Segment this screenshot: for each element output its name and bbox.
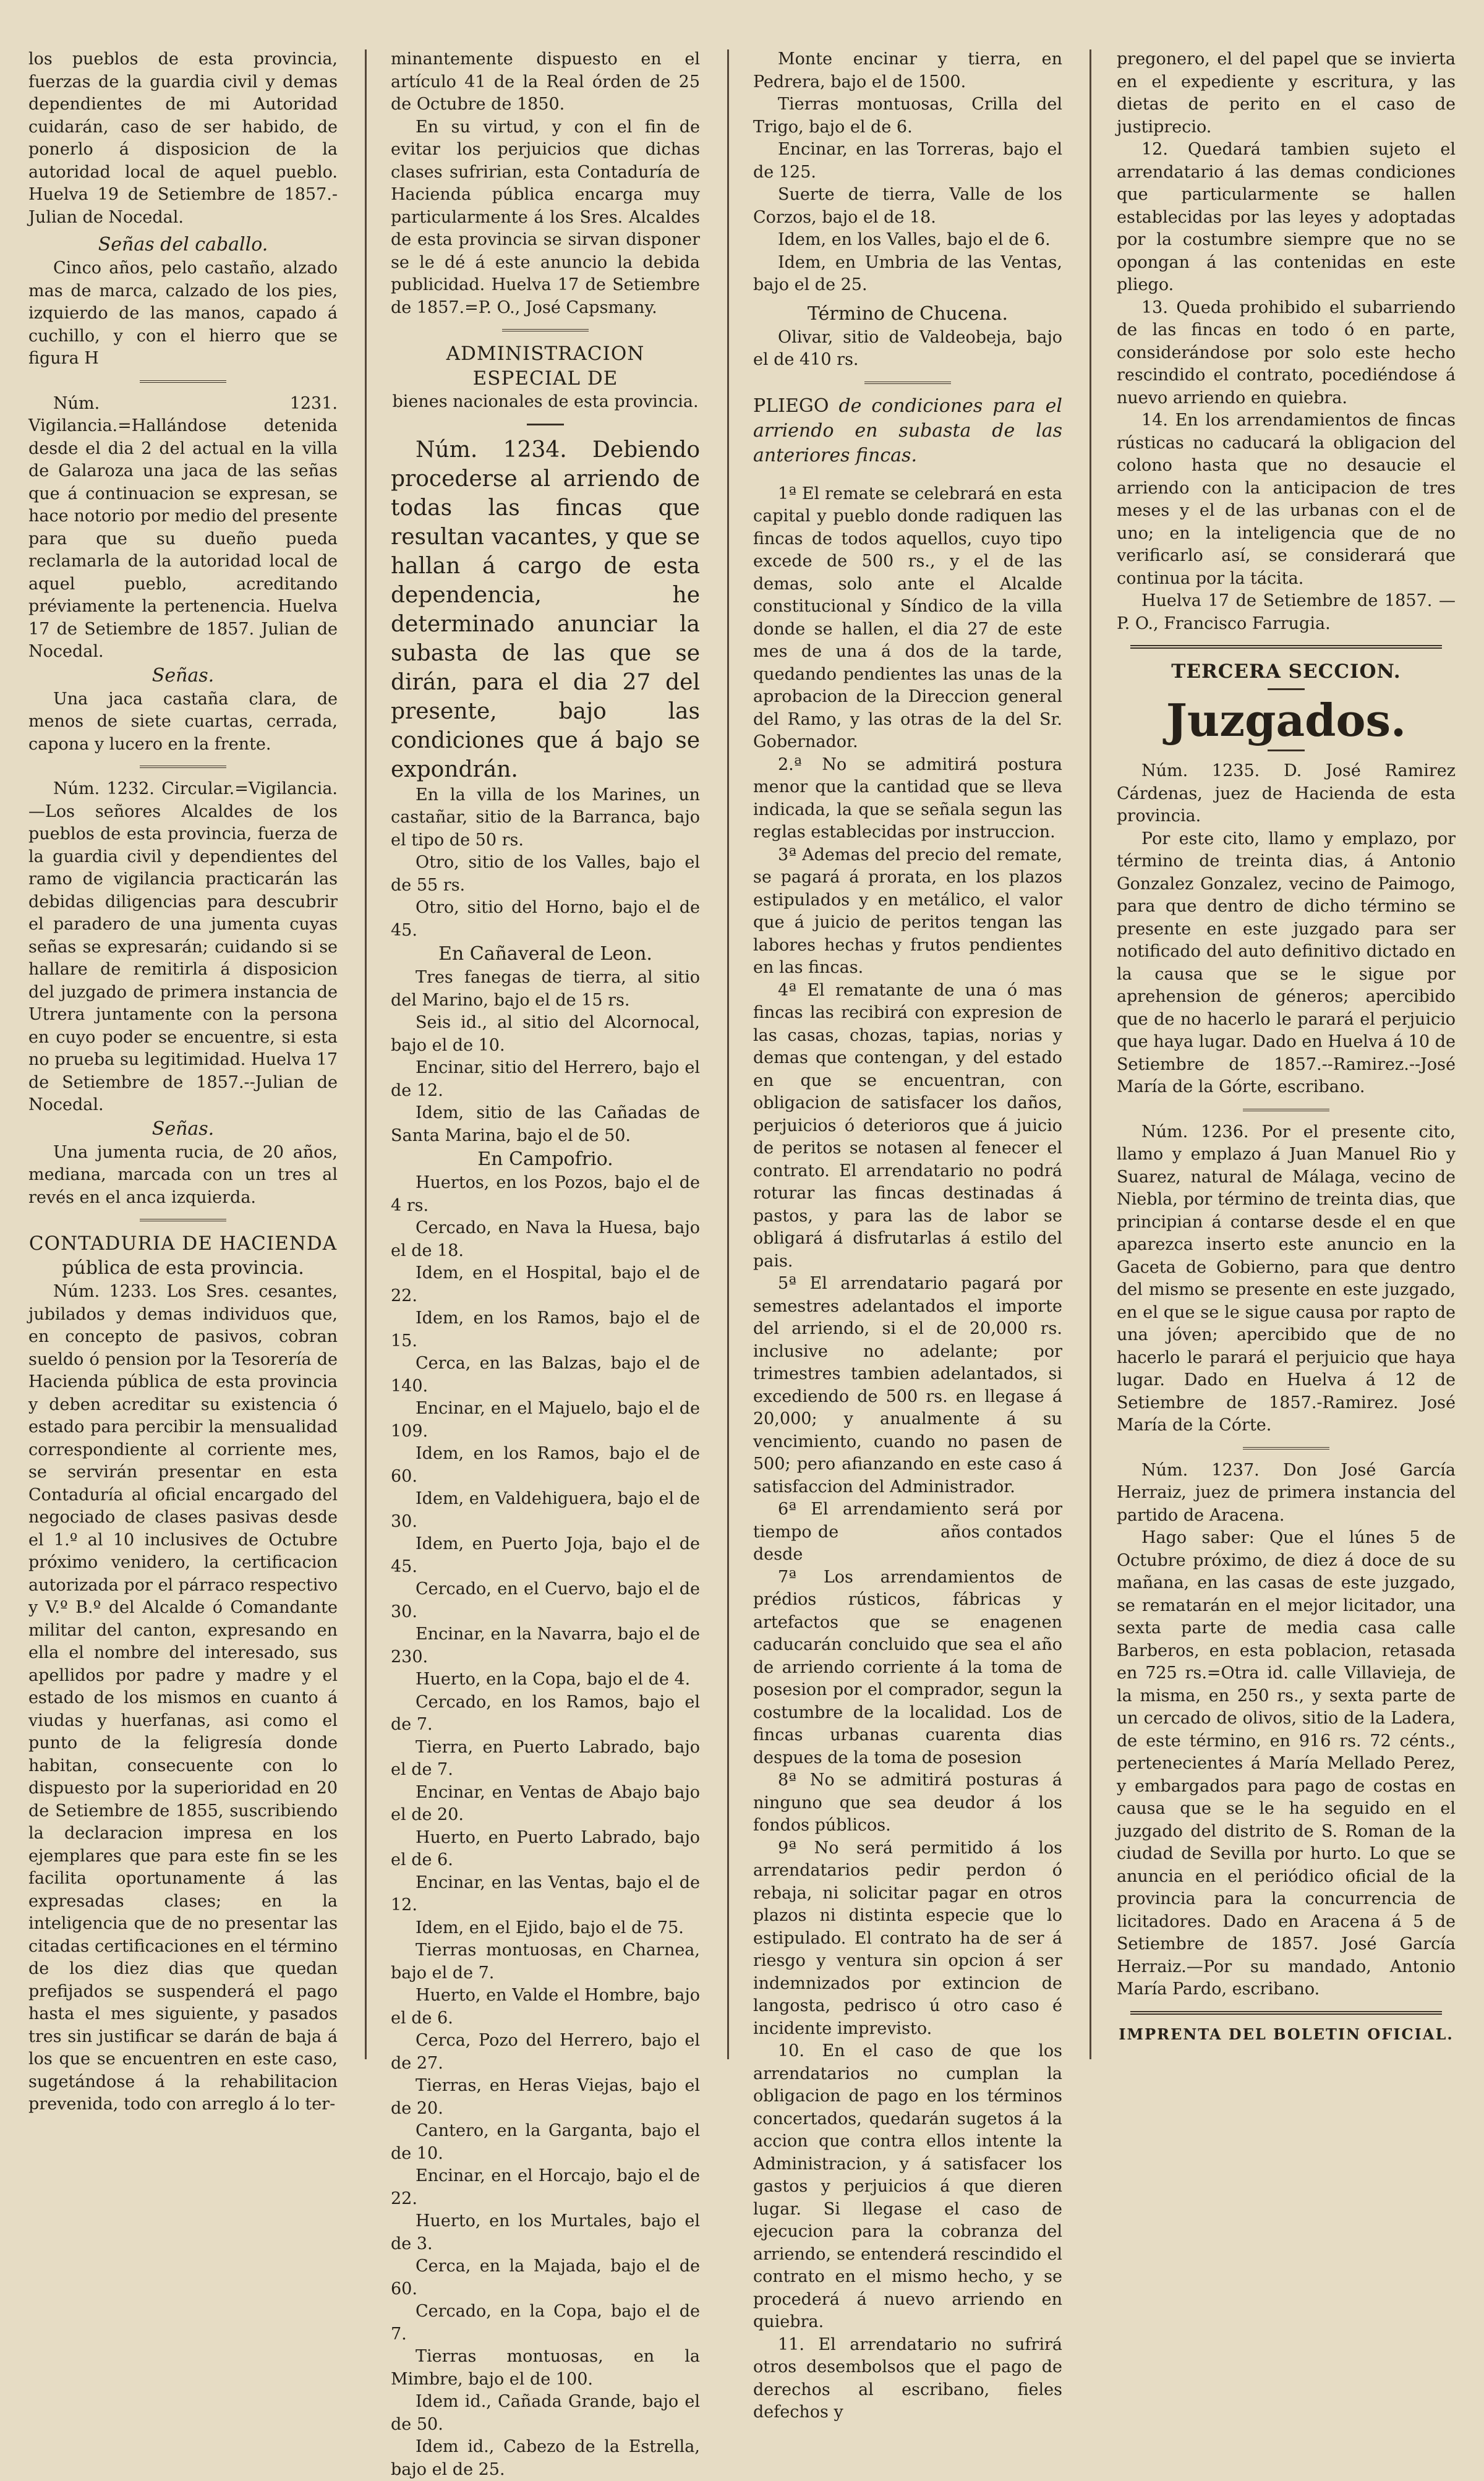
list-item: Tierras, en Heras Viejas, bajo el de 20.	[391, 2076, 700, 2118]
separator	[527, 424, 564, 425]
notice-1231: Núm. 1231. Vigilancia.=Hallándose detenida desde el dia 2 del actual en la villa de Galaroza una jaca de las señas que á continuacion se expresan, se hace notorio por medio del presente para que su dueño pueda reclamarla de la autoridad local de aquel pueblo, acreditando préviamente la pertenencia. Huelva 17 de Setiembre de 1857. Julian de Nocedal.	[28, 393, 338, 661]
list-item: Cercado, en la Copa, bajo el de 7.	[391, 2302, 700, 2344]
condition-item: 5ª El arrendatario pagará por semestres adelantados el importe del arriendo, si el de 20,000 rs. inclusive no adelante; por trimestres tambien adelantados, si excediendo de 500 rs. en llegase á 20,000; y anualmente á su vencimiento, cuando no pasen de 500; pero afianzando en este caso á satisfaccion del Administrador.	[753, 1274, 1062, 1497]
condition-item: 10. En el caso de que los arrendatarios no cumplan la obligacion de pago en los términos concertados, quedarán sugetos á la accion que contra ellos intente la Administracion, y á satisfacer los gastos y perjuicios á que dieren lugar. Si llegase el caso de ejecucion para la cobranza del arriendo, se entenderá rescindido el contrato en el mismo hecho, y se procederá á nuevo arriendo en quiebra.	[753, 2041, 1062, 2331]
section-heading: CONTADURIA DE HACIENDA	[28, 1232, 338, 1255]
separator	[1268, 688, 1305, 690]
list-item: Idem, en Umbria de las Ventas, bajo el de 25.	[753, 252, 1062, 294]
paragraph: Por este cito, llamo y emplazo, por término de treinta dias, á Antonio Gonzalez Gonzalez, vecino de Paimogo, para que dentro de dicho término se presente en este juzgado para ser notificado del auto definitivo dictado en la causa que se le sigue por aprehension de géneros; apercibido que de no hacerlo le parará el perjuicio que haya lugar. Dado en Huelva á 10 de Setiembre de 1857.--Ramirez.--José María de la Górte, escribano.	[1117, 829, 1456, 1096]
separator	[1130, 645, 1442, 649]
column-rule	[1090, 49, 1091, 2059]
section-subheading: bienes nacionales de esta provincia.	[392, 392, 699, 411]
list-item: Cerca, Pozo del Herrero, bajo el de 27.	[391, 2031, 700, 2073]
list-item: Cerca, en la Majada, bajo el de 60.	[391, 2257, 700, 2299]
condition-item: 9ª No será permitido á los arrendatarios pedir perdon ó rebaja, ni solicitar pagar en otros plazos ni distinta especie que lo estipulado. El contrato ha de ser á riesgo y ventura sin opcion á ser indemnizados por extincion de langosta, pedrisco ú otro caso é incidente imprevisto.	[753, 1838, 1062, 2038]
paragraph: En su virtud, y con el fin de evitar los perjuicios que dichas clases sufririan, esta Contaduría de Hacienda pública encarga muy particularmente á los Sres. Alcaldes de esta provincia se sirvan disponer se le dé á este anuncio la debida publicidad. Huelva 17 de Setiembre de 1857.=P. O., José Capsmany.	[391, 117, 700, 317]
list-item: Idem, en los Valles, bajo el de 6.	[778, 230, 1051, 249]
notice-1237: Núm. 1237. Don José García Herraiz, juez de primera instancia del partido de Aracena.	[1117, 1460, 1456, 1525]
location-heading: Término de Chucena.	[807, 302, 1009, 325]
location-heading: En Campofrio.	[477, 1148, 613, 1170]
separator	[502, 329, 589, 331]
list-item: Idem, en el Hospital, bajo el de 22.	[391, 1263, 700, 1305]
list-item: Idem, en los Ramos, bajo el de 15.	[391, 1309, 700, 1351]
notice-1233: Núm. 1233. Los Sres. cesantes, jubilados y demas individuos que, en concepto de pasivos, cobran sueldo ó pension por la Tesorería de Hacienda pública de esta provincia y deben acreditar su existencia ó estado para percibir la mensualidad correspondiente al corriente mes, se servirán presentar en esta Contaduría al oficial encargado del negociado de clases pasivas desde el 1.º al 10 inclusives de Octubre próximo venidero, la certificacion autorizada por el párraco respectivo y V.º B.º del Alcalde ó Comandante militar del canton, expresando en ella el nombre del interesado, sus apellidos por padre y madre y el estado de los mismos en cuanto á viudas y huerfanas, asi como el punto de la feligresía donde habitan, consecuente con lo dispuesto por la superioridad en 20 de Setiembre de 1855, suscribiendo la declaracion impresa en los ejemplares que para este fin se les facilita oportunamente á las expresadas clases; en la inteligencia que de no presentar las citadas certificaciones en el término de los diez dias que quedan prefijados se suspenderá el pago hasta el mes siguiente, y pasados tres sin justificar se darán de baja á los que se encuentren en este caso, sugetándose á la rehabilitacion prevenida, todo con arreglo á lo ter-	[28, 1282, 338, 2114]
list-item: Idem, en Puerto Joja, bajo el de 45.	[391, 1534, 700, 1576]
paragraph: Cinco años, pelo castaño, alzado mas de marca, calzado de los pies, izquierdo de las manos, capado á cuchillo, y con el hierro que se figura H	[28, 258, 338, 368]
list-item: Idem, sitio de las Cañadas de Santa Marina, bajo el de 50.	[391, 1103, 700, 1145]
condition-item: 11. El arrendatario no sufrirá otros desembolsos que el pago de derechos al escribano, fieles defechos y	[753, 2334, 1062, 2422]
column-3	[753, 48, 1068, 2422]
paragraph: pregonero, el del papel que se invierta en el expediente y escritura, y las dietas de perito en el caso de justiprecio.	[1117, 49, 1456, 137]
list-item: Monte encinar y tierra, en Pedrera, bajo el de 1500.	[753, 49, 1062, 92]
column-2	[391, 48, 700, 2479]
list-item: Huerto, en los Murtales, bajo el de 3.	[391, 2211, 700, 2253]
condition-item: 13. Queda prohibido el subarriendo de las fincas en todo ó en parte, considerándose por solo este hecho rescindido el contrato, pocediéndose á nuevo arriendo en quiebra.	[1117, 297, 1456, 408]
list-item: Cerca, en las Balzas, bajo el de 140.	[391, 1354, 700, 1396]
notice-1232: Núm. 1232. Circular.=Vigilancia.—Los señores Alcaldes de los pueblos de esta provincia, fuerza de la guardia civil y dependientes del ramo de vigilancia practicarán las debidas diligencias para descubrir el paradero de una jumenta cuyas señas se expresarán; cuidando si se hallare de remitirla á disposicion del juzgado de primera instancia de Utrera juntamente con la persona en cuyo poder se encuentre, si esta no prueba su legitimidad. Huelva 17 de Setiembre de 1857.--Julian de Nocedal.	[28, 779, 338, 1114]
notice-1235: Núm. 1235. D. José Ramirez Cárdenas, juez de Hacienda de esta provincia.	[1117, 761, 1456, 826]
paragraph: Una jaca castaña clara, de menos de siete cuartas, cerrada, capona y lucero en la frente.	[28, 689, 338, 754]
condition-item: 1ª El remate se celebrará en esta capital y pueblo donde radiquen las fincas de todos aquellos, cuyo tipo excede de 500 rs., y el de las demas, solo ante el Alcalde constitucional y Síndico de la villa donde se hallen, el dia 27 de este mes de una á dos de la tarde, quedando pendientes las unas de la aprobacion de la Direccion general del Ramo, y las otras de la del Sr. Gobernador.	[753, 484, 1062, 751]
separator	[1130, 2011, 1442, 2015]
list-item: Seis id., al sitio del Alcornocal, bajo el de 10.	[391, 1013, 700, 1055]
paragraph: Hago saber: Que el lúnes 5 de Octubre próximo, de diez á doce de su mañana, en las casas de este juzgado, se rematarán en el mejor licitador, una sexta parte de media casa calle Barberos, en esta poblacion, retasada en 725 rs.=Otra id. calle Villavieja, de la misma, en 250 rs., y sexta parte de un cercado de olivos, sitio de la Ladera, de este término, en 916 rs. 72 cénts., pertenecientes á María Mellado Perez, y embargados para pago de costas en causa que se le ha seguido en el juzgado del distrito de S. Roman de la ciudad de Sevilla por hurto. Lo que se anuncia en el periódico oficial de la provincia para la concurrencia de licitadores. Dado en Aracena á 5 de Setiembre de 1857. José García Herraiz.—Por su mandado, Antonio María Pardo, escribano.	[1117, 1528, 1456, 1999]
list-item: Tres fanegas de tierra, al sitio del Marino, bajo el de 15 rs.	[391, 968, 700, 1010]
condition-item: 3ª Ademas del precio del remate, se pagará á prorata, en los plazos estipulados y en metálico, el valor que á juicio de peritos tengan las labores hechas y frutos pendientes en las fincas.	[753, 845, 1062, 977]
list-item: Otro, sitio del Horno, bajo el de 45.	[391, 898, 700, 940]
list-item: Tierras montuosas, Crilla del Trigo, bajo el de 6.	[753, 95, 1062, 137]
section-subheading: pública de esta provincia.	[62, 1257, 304, 1279]
condition-item: 2.ª No se admitirá postura menor que la cantidad que se lleva indicada, la que se señala segun las reglas establecidas por instruccion.	[753, 754, 1062, 842]
paragraph: minantemente dispuesto en el artículo 41 de la Real órden de 25 de Octubre de 1850.	[391, 49, 700, 114]
condition-item: 8ª No se admitirá posturas á ninguno que sea deudor á los fondos públicos.	[753, 1770, 1062, 1835]
page-heading-juzgados: Juzgados.	[1166, 694, 1407, 746]
condition-item: 14. En los arrendamientos de fincas rústicas no caducará la obligacion del colono hasta que no desaucie el arriendo con la anticipacion de tres meses y el de las urbanas con el de uno; en la inteligencia que de no verificarlo así, se considerará que continua por la tácita.	[1117, 411, 1456, 588]
column-4	[1117, 48, 1456, 2064]
paragraph: los pueblos de esta provincia, fuerzas de la guardia civil y demas dependientes de mi Autoridad cuidarán, caso de ser habido, de ponerlo á disposicion de la autoridad local de aquel pueblo. Huelva 19 de Setiembre de 1857.-Julian de Nocedal.	[28, 49, 338, 227]
printer-footer: IMPRENTA DEL BOLETIN OFICIAL.	[1119, 2025, 1454, 2043]
column-rule	[727, 49, 729, 2059]
list-item: Tierras montuosas, en Charnea, bajo el de 7.	[391, 1941, 700, 1983]
list-item: Huerto, en Valde el Hombre, bajo el de 6.	[391, 1986, 700, 2028]
subheading: Señas del caballo.	[98, 234, 268, 255]
section-heading: ADMINISTRACION ESPECIAL DE	[446, 343, 645, 390]
conditions-heading	[753, 394, 1062, 468]
separator	[1243, 1447, 1329, 1450]
separator	[140, 1219, 226, 1221]
list-item: Cercado, en los Ramos, bajo el de 7.	[391, 1692, 700, 1734]
list-item: Idem id., Cabezo de la Estrella, bajo el de 25.	[391, 2437, 700, 2479]
list-item: Encinar, en Ventas de Abajo bajo el de 20.	[391, 1782, 700, 1824]
subheading: Señas.	[151, 1117, 215, 1140]
section-heading: TERCERA SECCION.	[1171, 660, 1401, 683]
separator	[1268, 749, 1305, 751]
list-item: Cantero, en la Garganta, bajo el de 10.	[391, 2121, 700, 2163]
separator	[140, 766, 226, 768]
list-item: Cercado, en Nava la Huesa, bajo el de 18.	[391, 1218, 700, 1260]
column-1	[28, 48, 338, 2114]
list-item: Idem id., Cañada Grande, bajo el de 50.	[391, 2392, 700, 2434]
list-item: Olivar, sitio de Valdeobeja, bajo el de 410 rs.	[753, 327, 1062, 369]
list-item: Encinar, en el Horcajo, bajo el de 22.	[391, 2166, 700, 2208]
list-item: Suerte de tierra, Valle de los Corzos, bajo el de 18.	[753, 185, 1062, 227]
list-item: Idem, en Valdehiguera, bajo el de 30.	[391, 1489, 700, 1531]
list-item: Huertos, en los Pozos, bajo el de 4 rs.	[391, 1173, 700, 1215]
condition-item: 7ª Los arrendamientos de prédios rústicos, fábricas y artefactos que se enagenen caducarán concluido que sea el año de arriendo corriente á la toma de posesion por el comprador, segun la costumbre de la localidad. Los de fincas urbanas cuarenta dias despues de la toma de posesion	[753, 1567, 1062, 1767]
location-heading: En Cañaveral de Leon.	[438, 943, 652, 965]
list-item: Tierras montuosas, en la Mimbre, bajo el de 100.	[391, 2347, 700, 2389]
list-item: Encinar, en las Torreras, bajo el de 125.	[753, 140, 1062, 182]
condition-item: 12. Quedará tambien sujeto el arrendatario á las demas condiciones que particularmente se hallen establecidas por las leyes y adoptadas por la costumbre siempre que no se opongan á las contenidas en este pliego.	[1117, 140, 1456, 294]
list-item: Encinar, en la Navarra, bajo el de 230.	[391, 1625, 700, 1667]
list-item: Cercado, en el Cuervo, bajo el de 30.	[391, 1579, 700, 1621]
signature: Huelva 17 de Setiembre de 1857. —P. O., Francisco Farrugia.	[1117, 591, 1456, 633]
condition-item: 4ª El rematante de una ó mas fincas las recibirá con expresion de las casas, chozas, tapias, norias y demas que contengan, y del estado en que se encuentran, con obligacion de satisfacer los daños, perjuicios ó deterioros que á juicio de peritos se notasen al fenecer el contrato. El arrendatario no podrá roturar las fincas destinadas á pastos, y para las de labor se obligará á disfrutarlas á estilo del pais.	[753, 980, 1062, 1271]
separator	[864, 382, 951, 384]
subheading: Señas.	[151, 664, 215, 686]
condition-item: 6ª El arrendamiento será por tiempo de años contados desde	[753, 1500, 1068, 1564]
list-item: Huerto, en Puerto Labrado, bajo el de 6.	[391, 1827, 700, 1869]
paragraph: Una jumenta rucia, de 20 años, mediana, marcada con un tres al revés en el anca izquierda.	[28, 1142, 338, 1207]
list-item: Huerto, en la Copa, bajo el de 4.	[416, 1670, 691, 1689]
list-item: Encinar, sitio del Herrero, bajo el de 12.	[391, 1058, 700, 1100]
list-item: En la villa de los Marines, un castañar, sitio de la Barranca, bajo el tipo de 50 rs.	[391, 785, 700, 850]
list-item: Tierra, en Puerto Labrado, bajo el de 7.	[391, 1737, 700, 1779]
conditions-heading-lead: PLIEGO	[753, 395, 829, 417]
separator	[140, 380, 226, 383]
separator	[1243, 1109, 1329, 1111]
notice-1236: Núm. 1236. Por el presente cito, llamo y emplazo á Juan Manuel Rio y Suarez, natural de Málaga, vecino de Niebla, por término de treinta dias, que principian á contarse desde el en que aparezca inserto este anuncio en la Gaceta de Gobierno, para que dentro del mismo se presente en este juzgado, en el que se le sigue causa por rapto de una jóven; apercibido que de no hacerlo le parará el perjuicio que haya lugar. Dado en Huelva á 12 de Setiembre de 1857.-Ramirez. José María de la Córte.	[1117, 1122, 1456, 1435]
list-item: Encinar, en las Ventas, bajo el de 12.	[391, 1872, 700, 1915]
list-item: Idem, en el Ejido, bajo el de 75.	[416, 1918, 684, 1937]
column-rule	[365, 49, 367, 2059]
conditions-heading-rest: de condiciones para el arriendo en subasta de las anteriores fincas.	[753, 395, 1062, 466]
list-item: Otro, sitio de los Valles, bajo el de 55 rs.	[391, 853, 700, 895]
list-item: Idem, en los Ramos, bajo el de 60.	[391, 1444, 700, 1486]
list-item: Encinar, en el Majuelo, bajo el de 109.	[391, 1399, 700, 1441]
notice-1234: Núm. 1234. Debiendo procederse al arriendo de todas las fincas que resultan vacantes, y que se hallan á cargo de esta dependencia, he determinado anunciar la subasta de las que se dirán, para el dia 27 del presente, bajo las condiciones que á bajo se expondrán.	[391, 437, 700, 782]
